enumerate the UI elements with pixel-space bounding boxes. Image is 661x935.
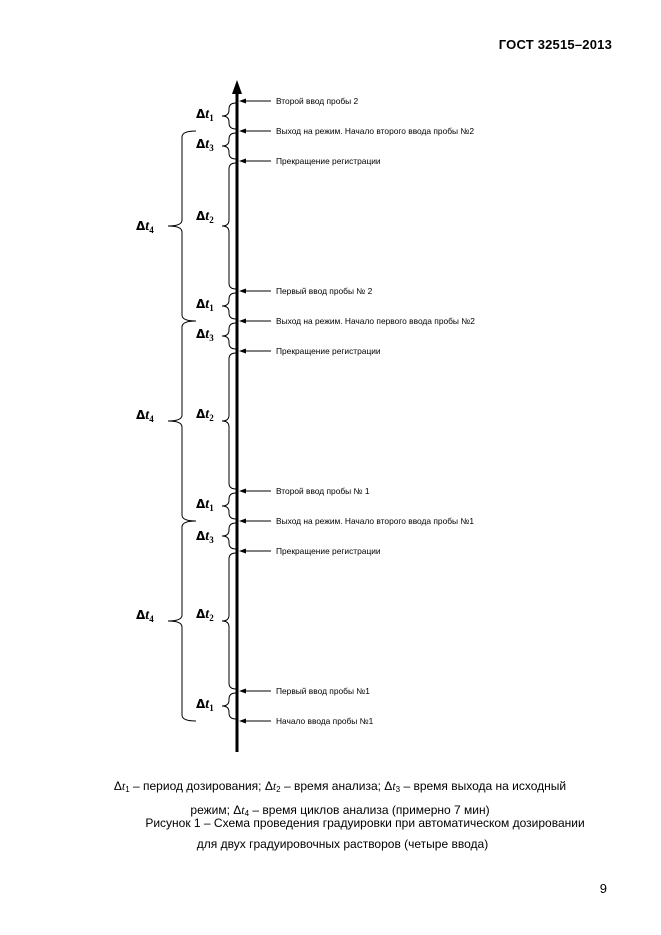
interval-label: $\Delta t_2$: [196, 607, 214, 623]
cycle-label: $\Delta t_4$: [136, 608, 154, 624]
event-arrowhead: [239, 719, 246, 724]
event-arrowhead: [239, 689, 246, 694]
event-label: Начало ввода пробы №1: [276, 716, 374, 726]
event-label: Второй ввод пробы 2: [276, 96, 359, 106]
event-arrowhead: [239, 289, 246, 294]
event-label: Выход на режим. Начало второго ввода пробы №1: [276, 516, 475, 526]
caption-line-1: Рисунок 1 – Схема проведения градуировки при автоматическом дозировании: [145, 816, 585, 830]
interval-brace: [222, 353, 236, 489]
interval-brace: [222, 293, 236, 319]
interval-label: $\Delta t_2$: [196, 209, 214, 225]
interval-brace: [222, 693, 236, 719]
event-arrowhead: [239, 549, 246, 554]
interval-brace: [222, 133, 236, 159]
cycle-braces: [168, 131, 196, 721]
cycle-brace: [168, 521, 196, 721]
figure-legend: $\Delta t_1$ – период дозирования; $\Delta t_2$ – время анализа; $\Delta t_3$ – время выхода на исходный режим; $\Delta t_4$ – время циклов анализа (примерно 7 мин): [113, 779, 567, 818]
event-arrowhead: [239, 319, 246, 324]
page-number: 9: [599, 881, 607, 896]
cycle-label: $\Delta t_4$: [136, 408, 154, 424]
event-arrowhead: [239, 349, 246, 354]
interval-brace: [222, 323, 236, 349]
event-label: Второй ввод пробы № 1: [276, 486, 370, 496]
interval-label: $\Delta t_3$: [196, 529, 214, 545]
event-arrowhead: [239, 489, 246, 494]
interval-brace: [222, 103, 236, 129]
interval-braces: [222, 103, 236, 719]
interval-brace: [222, 553, 236, 689]
interval-label: $\Delta t_3$: [196, 137, 214, 153]
event-arrows: [239, 99, 271, 724]
interval-label: $\Delta t_1$: [196, 497, 214, 513]
event-label: Первый ввод пробы №1: [276, 686, 370, 696]
event-label: Прекращение регистрации: [276, 156, 381, 166]
interval-brace: [222, 163, 236, 289]
event-label: Выход на режим. Начало второго ввода пробы №2: [276, 126, 475, 136]
event-label: Выход на режим. Начало первого ввода пробы №2: [276, 316, 475, 326]
caption-line-2: для двух градуировочных растворов (четыре ввода): [196, 837, 489, 851]
interval-brace: [222, 493, 236, 519]
time-axis-arrowhead: [232, 80, 242, 94]
event-label: Прекращение регистрации: [276, 546, 381, 556]
interval-label: $\Delta t_3$: [196, 327, 214, 343]
interval-brace: [222, 523, 236, 549]
event-arrowhead: [239, 519, 246, 524]
event-label: Прекращение регистрации: [276, 346, 381, 356]
interval-label: $\Delta t_1$: [196, 107, 214, 123]
event-label: Первый ввод пробы № 2: [276, 286, 373, 296]
cycle-brace: [168, 131, 196, 321]
cycle-label: $\Delta t_4$: [136, 219, 154, 235]
interval-label: $\Delta t_1$: [196, 297, 214, 313]
cycle-brace: [168, 321, 196, 521]
event-arrowhead: [239, 99, 246, 104]
event-arrowhead: [239, 129, 246, 134]
interval-label: $\Delta t_2$: [196, 407, 214, 423]
standard-header: ГОСТ 32515–2013: [498, 37, 612, 52]
event-arrowhead: [239, 159, 246, 164]
figure-caption: [60, 813, 661, 855]
interval-label: $\Delta t_1$: [196, 697, 214, 713]
